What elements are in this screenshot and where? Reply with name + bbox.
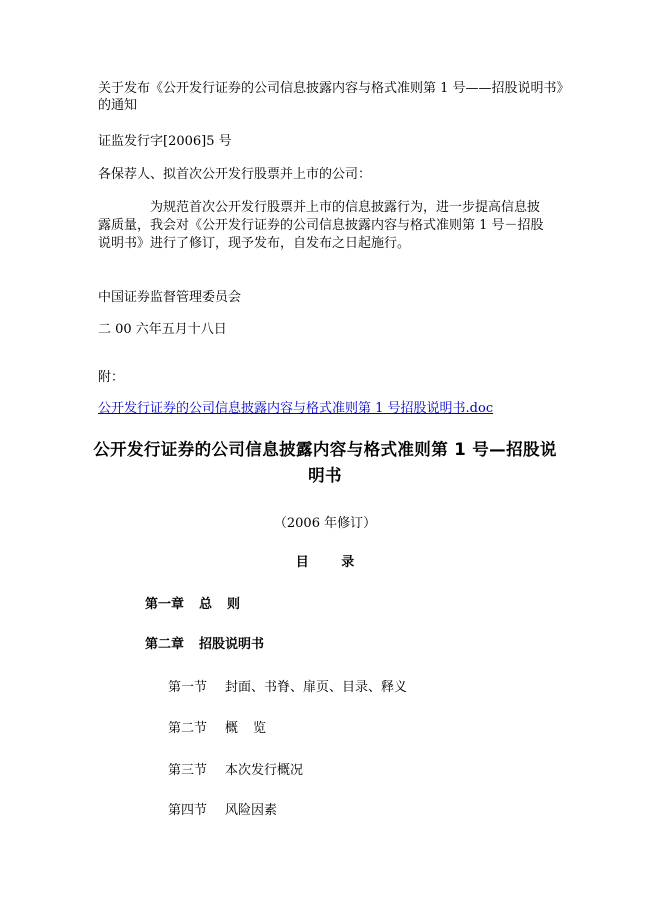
attachment-label: 附： <box>98 370 125 385</box>
toc-section <box>168 799 277 818</box>
document-number: 证监发行字[2006]5 号 <box>98 134 232 149</box>
toc-section-title: 概览 <box>225 721 282 736</box>
toc-chapter-label: 第二章 <box>145 637 185 652</box>
notice-body: 为规范首次公开发行股票并上市的信息披露行为，进一步提高信息披露质量，我会对《公开发行证券的公司信息披露内容与格式准则第 1 号－招股说明书》进行了修订，现予发布，自发布之日起施行。 <box>98 200 544 251</box>
issuer: 中国证券监督管理委员会 <box>98 290 242 305</box>
toc-section <box>168 717 281 736</box>
toc-section-title: 封面、书脊、扉页、目录、释义 <box>225 680 408 695</box>
toc-section-label: 第四节 <box>168 803 208 818</box>
toc-section-label: 第二节 <box>168 721 208 736</box>
toc-section-title: 本次发行概况 <box>225 763 304 778</box>
document-title: 公开发行证券的公司信息披露内容与格式准则第 1 号—招股说明书 <box>93 440 557 485</box>
toc-chapter <box>145 593 255 612</box>
toc-section-label: 第三节 <box>168 763 208 778</box>
addressee: 各保荐人、拟首次公开发行股票并上市的公司： <box>98 167 372 182</box>
toc-heading: 目 录 <box>295 555 355 570</box>
toc-section <box>168 676 407 695</box>
notice-title: 关于发布《公开发行证券的公司信息披露内容与格式准则第 1 号——招股说明书》的通知 <box>98 81 564 113</box>
attachment-link[interactable]: 公开发行证券的公司信息披露内容与格式准则第 1 号招股说明书.doc <box>98 401 494 416</box>
toc-section-label: 第一节 <box>168 680 208 695</box>
toc-section-title: 风险因素 <box>225 803 278 818</box>
issue-date: 二 00 六年五月十八日 <box>98 322 227 337</box>
toc-chapter-label: 第一章 <box>145 597 185 612</box>
toc-chapter-title: 总则 <box>199 597 256 612</box>
toc-section <box>168 759 303 778</box>
revision-note: （2006 年修订） <box>273 516 377 531</box>
toc-chapter <box>145 633 264 652</box>
toc-chapter-title: 招股说明书 <box>199 637 265 652</box>
